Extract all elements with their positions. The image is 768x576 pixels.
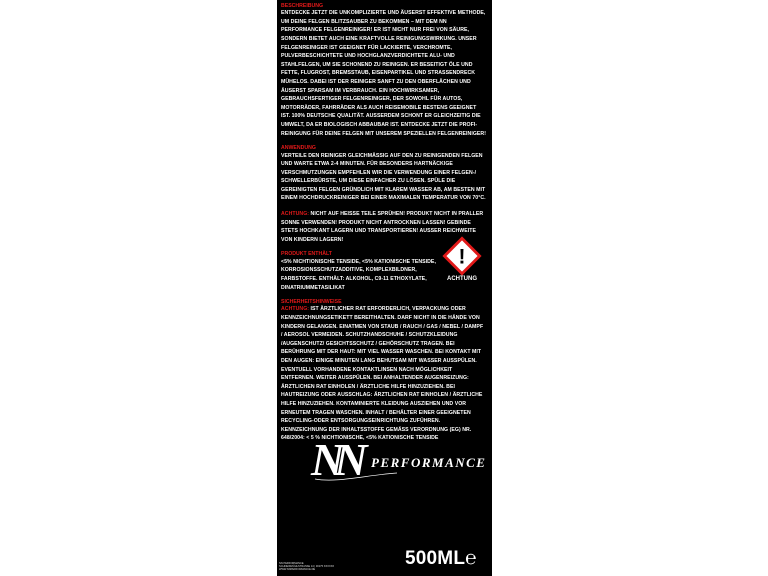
hazard-pictogram <box>438 237 486 283</box>
description-heading: BESCHREIBUNG <box>281 3 324 9</box>
nn-performance-logo <box>307 431 487 491</box>
imprint-line-1: NN PERFORMANCE <box>279 562 304 565</box>
logo-monogram: NN <box>311 434 358 485</box>
contents-block <box>281 251 438 292</box>
warning-text: NICHT AUF HEISSE TEILE SPRÜHEN! PRODUKT NICHT IN PRALLER SONNE VERWENDEN! PRODUKT NICHT ANTROCKNEN LASSEN! GEBINDE STETS HOCHKANT LAGERN UND TRANSPORTIEREN! AUSSER REICHWEITE VON KINDERN LAGERN! <box>281 211 484 243</box>
safety-text: IST ÄRZTLICHER RAT ERFORDERLICH, VERPACKUNG ODER KENNZEICHNUNGSETIKETT BEREITHALTEN. DARF NICHT IN DIE HÄNDE VON KINDERN GELANGEN. EINATMEN VON STAUB / RAUCH / GAS / NEBEL / DAMPF / AEROSOL VERMEIDEN. SCHUTZHANDSCHUHE / SCHUTZKLEIDUNG /AUGENSCHUTZ/ GESICHTSSCHUTZ / GEHÖRSCHUTZ TRAGEN. BEI BERÜHRUNG MIT DER HAUT: MIT VIEL WASSER WASCHEN. BEI KONTAKT MIT DEN AUGEN: EINIGE MINUTEN LANG BEHUTSAM MIT WASSER AUSSPÜLEN. EVENTUELL VORHANDENE KONTAKTLINSEN NACH MÖGLICHKEIT ENTFERNEN. WEITER AUSSPÜLEN. BEI ANHALTENDER AUGENREIZUNG: ÄRZTLICHEN RAT EINHOLEN / ÄRZTLICHE HILFE HINZUZIEHEN. BEI HAUTREIZUNG ODER AUSSCHLAG: ÄRZTLICHEN RAT EINHOLEN / ÄRZTLICHE HILFE HINZUZIEHEN. KONTAMINIERTE KLEIDUNG AUSZIEHEN UND VOR ERNEUTEM TRAGEN WASCHEN. INHALT / BEHÄLTER EINER GEEIGNETEN RECYCLING-ODER ENTSORGUNGSEINRICHTUNG ZUFÜHREN. KENNZEICHNUNG DER INHALTSSTOFFE GEMÄSS VERORDNUNG (EG) NR. 648/2004: < 5 % NICHTIONISCHE, <5% KATIONISCHE TENSIDE <box>281 306 484 442</box>
contents-heading: PRODUKT ENTHÄLT <box>281 251 332 258</box>
imprint-line-2: SCHNEIDMÜHLSTRASSE 14 | 30175 XXXXXX <box>279 565 335 569</box>
product-label <box>277 0 492 576</box>
hazard-signal-word: ACHTUNG <box>447 276 477 283</box>
description-section <box>281 3 486 138</box>
safety-text-block <box>281 305 486 443</box>
contents-text: <5% NICHTIONISCHE TENSIDE, <5% KATIONISCHE TENSIDE, KORROSIONSSCHUTZADDITIVE, KOMPLEXBILDNER, FARBSTOFFE. ENTHÄLT: ALKOHOL, C9-11 ETHOXYLATE, DINATRIUMMETASILIKAT <box>281 258 436 291</box>
safety-label: ACHTUNG: <box>281 306 310 313</box>
safety-heading: SICHERHEITSHINWEISE <box>281 299 342 306</box>
usage-heading: ANWENDUNG <box>281 145 316 152</box>
warning-label: ACHTUNG: <box>281 211 310 218</box>
imprint <box>279 562 334 572</box>
imprint-line-3: WWW.NNPERFORMANCE.DE <box>279 568 316 572</box>
safety-section <box>281 299 486 443</box>
ghs-exclamation-mark-icon <box>443 237 481 275</box>
usage-section <box>281 145 486 203</box>
volume-value: 500ML <box>405 548 466 569</box>
hazard-symbol: ! <box>458 246 466 270</box>
logo-wordmark: Performance <box>371 455 487 470</box>
volume-label <box>405 549 477 569</box>
usage-text: VERTEILE DEN REINIGER GLEICHMÄSSIG AUF DEN ZU REINIGENDEN FELGEN UND WARTE ETWA 2-4 MINUTEN. FÜR BESONDERS HARTNÄCKIGE VERSCHMUTZUNGEN EMPFEHLEN WIR DIE VERWENDUNG EINER FELGEN-/ SCHWELLERBÜRSTE, UM DIESE EINFACHER ZU LÖSEN. SPÜLE DIE GEREINIGTEN FELGEN GRÜNDLICH MIT KLAREM WASSER AB, AM BESTEN MIT EINEM HOCHDRUCKREINIGER BEI EINER MAXIMALEN TEMPERATUR VON 70°C. <box>281 152 486 202</box>
description-text: ENTDECKE JETZT DIE UNKOMPLIZIERTE UND ÄUSERST EFFEKTIVE METHODE, UM DEINE FELGEN BLITZSAUBER ZU BEKOMMEN – MIT DEM NN PERFORMANCE FELGENREINIGER! ER IST NICHT NUR FREI VON SÄURE, SONDERN BIETET AUCH EINE KRAFTVOLLE REINIGUNGSWIRKUNG. UNSER FELGENREINIGER IST GEEIGNET FÜR LACKIERTE, VERCHROMTE, PULVERBESCHICHTETE UND HOCHGLANZVERDICHTETE ALU- UND STAHLFELGEN, UM SIE SCHONEND ZU REINIGEN. ER BESEITIGT ÖLE UND FETTE, FLUGROST, BREMSSTAUB, EISENPARTIKEL UND STRASSENDRECK MÜHELOS. DABEI IST DER REINIGER SANFT ZU DEN OBERFLÄCHEN UND ÄUSERST SPARSAM IM VERBRAUCH. EIN HOCHWIRKSAMER, GEBRAUCHSFERTIGER FELGENREINIGER, DER SOWOHL FÜR AUTOS, MOTORRÄDER, FAHRRÄDER ALS AUCH REISEMOBILE BESTENS GEEIGNET IST. 100% DEUTSCHE QUALITÄT. AUSSERDEM SCHONT ER GLEICHZEITIG DIE UMWELT, DA ER BIOLOGISCH ABBAUBAR IST. ENTDECKE JETZT DIE PROFI-REINIGUNG FÜR DEINE FELGEN MIT UNSEREM SPEZIELLEN FELGENREINIGER! <box>281 10 486 137</box>
contents-section <box>281 246 486 292</box>
estimated-sign-icon: ℮ <box>465 548 477 569</box>
